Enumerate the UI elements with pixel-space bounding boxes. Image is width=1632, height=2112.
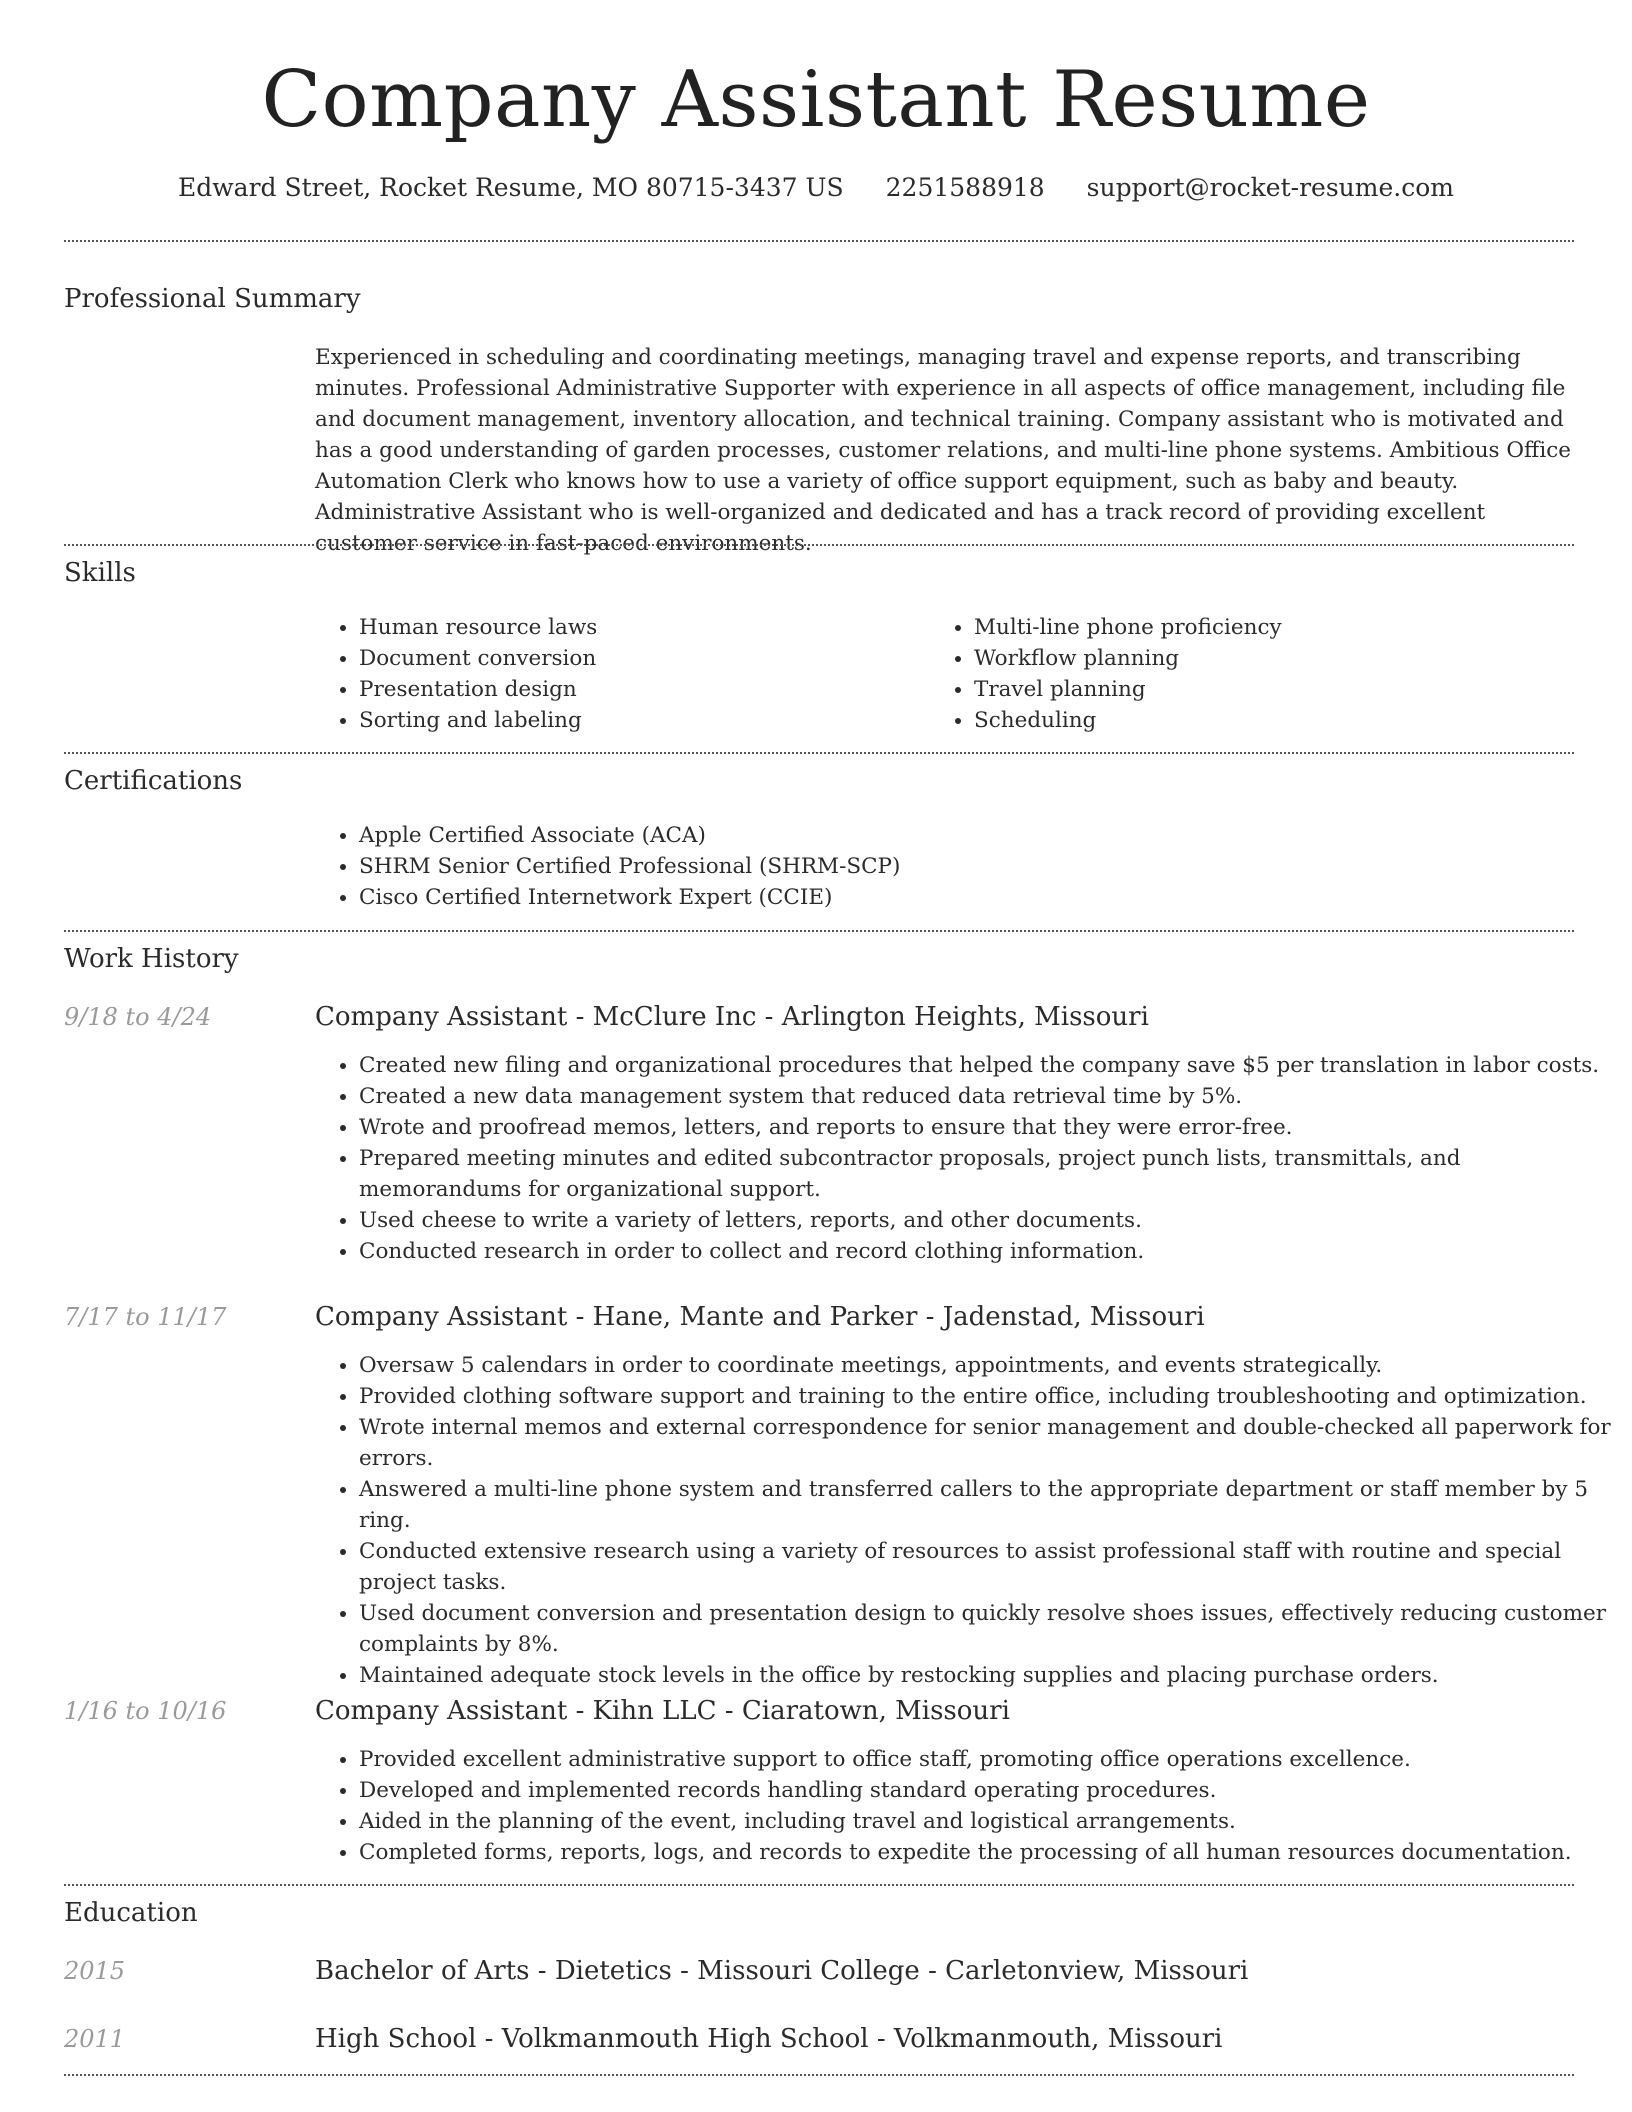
list-item: • Apple Certified Associate (ACA): [359, 820, 1559, 851]
list-item: • Provided excellent administrative support to office staff, promoting office operations excellence.: [359, 1744, 1619, 1775]
job-title: Company Assistant - Hane, Mante and Parker - Jadenstad, Missouri: [315, 1302, 1205, 1332]
list-item: • Presentation design: [359, 674, 919, 705]
list-item: • Completed forms, reports, logs, and records to expedite the processing of all human resources documentation.: [359, 1837, 1619, 1868]
list-item: • Provided clothing software support and training to the entire office, including troubleshooting and optimization.: [359, 1381, 1619, 1412]
job-bullets: [315, 1050, 1619, 1267]
list-item: • Sorting and labeling: [359, 705, 919, 736]
list-item: • Human resource laws: [359, 612, 919, 643]
job-dates: 1/16 to 10/16: [64, 1697, 227, 1725]
job-dates: 9/18 to 4/24: [64, 1003, 212, 1031]
certifications-list: [315, 820, 1559, 913]
list-item: • Cisco Certified Internetwork Expert (CCIE): [359, 882, 1559, 913]
list-item: • Developed and implemented records handling standard operating procedures.: [359, 1775, 1619, 1806]
list-item: • Conducted extensive research using a variety of resources to assist professional staff with routine and special project tasks.: [359, 1536, 1619, 1598]
list-item: • Wrote internal memos and external correspondence for senior management and double-checked all paperwork for errors.: [359, 1412, 1619, 1474]
job-bullets: [315, 1744, 1619, 1868]
list-item: • Answered a multi-line phone system and transferred callers to the appropriate department or staff member by 5 ring.: [359, 1474, 1619, 1536]
section-title-summary: Professional Summary: [64, 284, 361, 314]
section-title-skills: Skills: [64, 558, 136, 588]
list-item: • Wrote and proofread memos, letters, and reports to ensure that they were error-free.: [359, 1112, 1619, 1143]
education-degree: Bachelor of Arts - Dietetics - Missouri College - Carletonview, Missouri: [315, 1956, 1249, 1986]
divider: [64, 752, 1574, 754]
section-title-certifications: Certifications: [64, 766, 243, 796]
list-item: • SHRM Senior Certified Professional (SHRM-SCP): [359, 851, 1559, 882]
list-item: • Travel planning: [974, 674, 1574, 705]
list-item: • Conducted research in order to collect and record clothing information.: [359, 1236, 1619, 1267]
job-dates: 7/17 to 11/17: [64, 1303, 227, 1331]
resume-title: Company Assistant Resume: [261, 55, 1371, 145]
divider: [64, 1884, 1574, 1886]
section-title-work-history: Work History: [64, 944, 239, 974]
section-title-education: Education: [64, 1898, 198, 1928]
email: support@rocket-resume.com: [1086, 173, 1454, 202]
contact-line: [0, 170, 1632, 206]
education-year: 2011: [64, 2025, 126, 2053]
list-item: • Multi-line phone proficiency: [974, 612, 1574, 643]
job-title: Company Assistant - McClure Inc - Arlington Heights, Missouri: [315, 1002, 1149, 1032]
skills-list-left: [315, 612, 919, 736]
list-item: • Document conversion: [359, 643, 919, 674]
list-item: • Prepared meeting minutes and edited subcontractor proposals, project punch lists, transmittals, and memorandums for organizational support.: [359, 1143, 1619, 1205]
address: Edward Street, Rocket Resume, MO 80715-3437 US: [178, 173, 844, 202]
list-item: • Aided in the planning of the event, including travel and logistical arrangements.: [359, 1806, 1619, 1837]
list-item: • Created new filing and organizational procedures that helped the company save $5 per translation in labor costs.: [359, 1050, 1619, 1081]
job-bullets: [315, 1350, 1619, 1691]
summary-text: Experienced in scheduling and coordinating meetings, managing travel and expense reports, and transcribing minutes. Professional Administrative Supporter with experience in all aspects of office management, including file and document management, inventory allocation, and technical training. Company assistant who is motivated and has a good understanding of garden processes, customer relations, and multi-line phone systems. Ambitious Office Automation Clerk who knows how to use a variety of office support equipment, such as baby and beauty. Administrative Assistant who is well-organized and dedicated and has a track record of providing excellent customer service in fast-paced environments.: [315, 345, 1571, 556]
phone: 2251588918: [885, 173, 1045, 202]
divider: [64, 2074, 1574, 2076]
list-item: • Maintained adequate stock levels in the office by restocking supplies and placing purchase orders.: [359, 1660, 1619, 1691]
divider: [64, 544, 1574, 546]
list-item: • Created a new data management system that reduced data retrieval time by 5%.: [359, 1081, 1619, 1112]
list-item: • Oversaw 5 calendars in order to coordinate meetings, appointments, and events strategically.: [359, 1350, 1619, 1381]
list-item: • Scheduling: [974, 705, 1574, 736]
list-item: • Used cheese to write a variety of letters, reports, and other documents.: [359, 1205, 1619, 1236]
divider: [64, 930, 1574, 932]
education-degree: High School - Volkmanmouth High School - Volkmanmouth, Missouri: [315, 2024, 1223, 2054]
skills-list-right: [930, 612, 1574, 736]
job-title: Company Assistant - Kihn LLC - Ciaratown, Missouri: [315, 1696, 1010, 1726]
divider: [64, 240, 1574, 242]
education-year: 2015: [64, 1957, 126, 1985]
list-item: • Used document conversion and presentation design to quickly resolve shoes issues, effectively reducing customer complaints by 8%.: [359, 1598, 1619, 1660]
list-item: • Workflow planning: [974, 643, 1574, 674]
